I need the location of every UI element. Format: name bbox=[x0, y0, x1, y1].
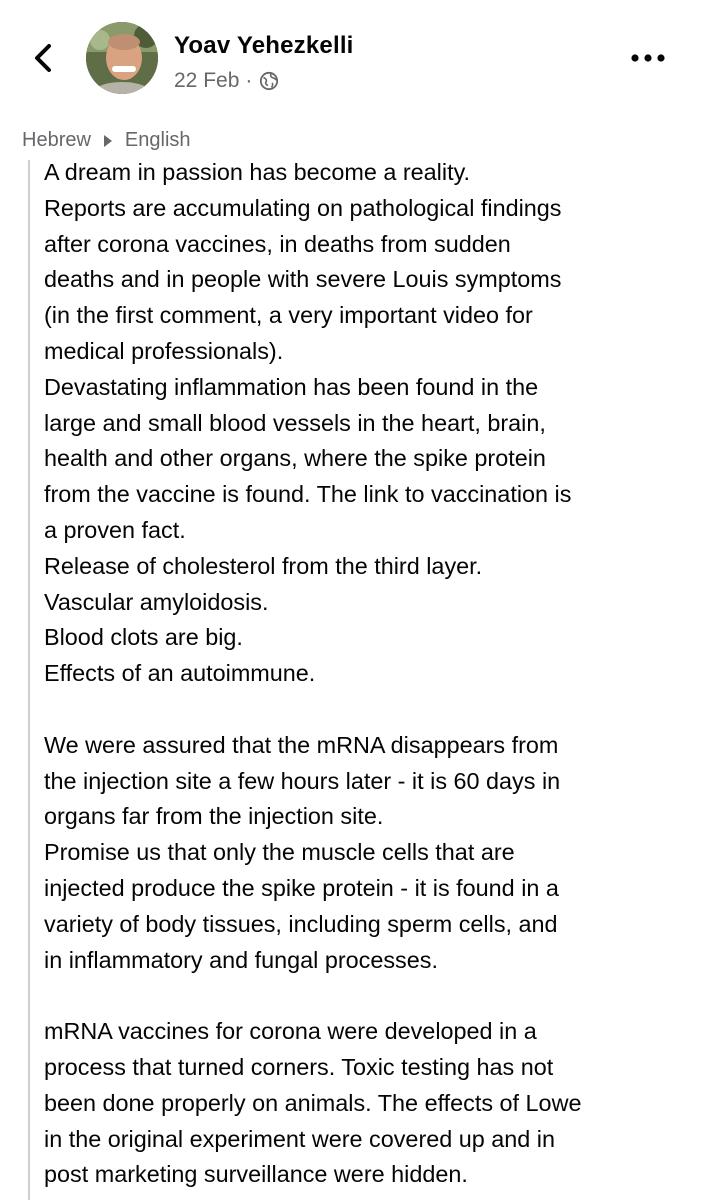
post-text-line: medical professionals). bbox=[44, 337, 284, 364]
meta-separator: · bbox=[245, 69, 253, 92]
translation-indicator[interactable] bbox=[22, 129, 191, 152]
post-text-line: been done properly on animals. The effects of Lowe bbox=[44, 1089, 582, 1116]
post-text-line: Reports are accumulating on pathological findings bbox=[44, 194, 562, 221]
quote-bar bbox=[28, 160, 30, 1200]
post-text-line: mRNA vaccines for corona were developed in a bbox=[44, 1018, 537, 1045]
post-text-line: Blood clots are big. bbox=[44, 624, 243, 651]
post-text-line: Promise us that only the muscle cells that are bbox=[44, 839, 515, 866]
post-text-line: in inflammatory and fungal processes. bbox=[44, 946, 438, 973]
post-text-line: from the vaccine is found. The link to vaccination is bbox=[44, 481, 572, 508]
post-text-line: Effects of an autoimmune. bbox=[44, 660, 316, 687]
avatar-image bbox=[86, 22, 158, 94]
post-header bbox=[0, 0, 704, 118]
post-text-line: the injection site a few hours later - it is 60 days in bbox=[44, 767, 561, 794]
post-text-line: We were assured that the mRNA disappears from bbox=[44, 731, 559, 758]
post-text-line: Release of cholesterol from the third layer. bbox=[44, 552, 483, 579]
back-button[interactable] bbox=[26, 38, 60, 78]
source-language: Hebrew bbox=[22, 129, 91, 151]
post-text-line: organs far from the injection site. bbox=[44, 803, 384, 830]
post-text-line: in the original experiment were covered up and in bbox=[44, 1125, 555, 1152]
more-horizontal-icon bbox=[631, 54, 665, 62]
post-text-line: large and small blood vessels in the heart, brain, bbox=[44, 409, 546, 436]
target-language: English bbox=[124, 129, 191, 151]
post-text-line: a proven fact. bbox=[44, 516, 186, 543]
post-text-line: Vascular amyloidosis. bbox=[44, 588, 269, 615]
post-text-line: process that turned corners. Toxic testing has not bbox=[44, 1053, 554, 1080]
triangle-right-icon bbox=[103, 134, 113, 148]
avatar[interactable] bbox=[86, 22, 158, 94]
chevron-left-icon bbox=[33, 43, 53, 73]
more-options-button[interactable] bbox=[628, 46, 668, 70]
post-text-line: post marketing surveillance were hidden. bbox=[44, 1161, 468, 1188]
post-text-line: injected produce the spike protein - it is found in a bbox=[44, 874, 559, 901]
post-text-line: A dream in passion has become a reality. bbox=[44, 159, 471, 185]
post-text-line: (in the first comment, a very important video for bbox=[44, 302, 533, 329]
post-date[interactable]: 22 Feb bbox=[174, 69, 240, 92]
post-text-line: Devastating inflammation has been found in the bbox=[44, 373, 539, 400]
post-text-line: variety of body tissues, including sperm cells, and bbox=[44, 910, 558, 937]
author-name[interactable]: Yoav Yehezkelli bbox=[174, 32, 354, 59]
post-text-line: health and other organs, where the spike protein bbox=[44, 445, 546, 472]
globe-icon bbox=[258, 70, 280, 92]
post-text-line: deaths and in people with severe Louis symptoms bbox=[44, 266, 562, 293]
paragraph-gap bbox=[44, 692, 696, 728]
post-meta bbox=[174, 69, 280, 93]
paragraph-gap bbox=[44, 978, 696, 1014]
post-text-line: after corona vaccines, in deaths from sudden bbox=[44, 230, 511, 257]
post-text bbox=[44, 155, 696, 1193]
